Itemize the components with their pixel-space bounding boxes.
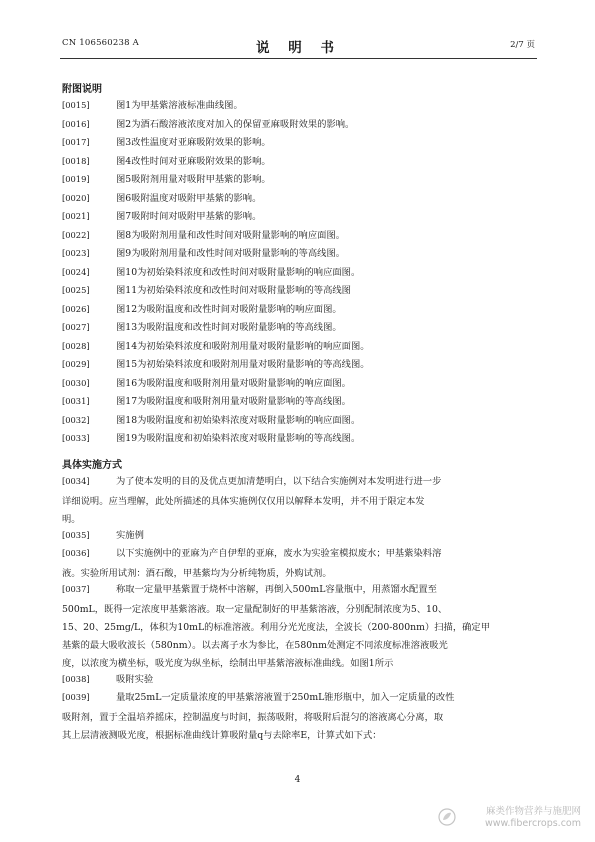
paragraph — [62, 547, 441, 560]
paragraph-text: 图13为吸附温度和改性时间对吸附量影响的等高线图。 — [116, 322, 342, 333]
patent-number: CN 106560238 A — [62, 38, 139, 48]
paragraph-text: 图5吸附剂用量对吸附甲基紫的影响。 — [116, 174, 271, 185]
paragraph — [62, 155, 271, 168]
paragraph — [62, 340, 370, 353]
paragraph — [62, 192, 261, 205]
paragraph — [62, 432, 360, 445]
figures-section-title: 附图说明 — [62, 84, 102, 95]
paragraph — [62, 358, 370, 371]
paragraph-text: 图11为初始染料浓度和改性时间对吸附量影响的等高线图 — [116, 285, 351, 296]
paragraph-continuation: 详细说明。应当理解，此处所描述的具体实施例仅仅用以解释本发明，并不用于限定本发 — [62, 496, 425, 507]
paragraph-text: 图14为初始染料浓度和吸附剂用量对吸附量影响的响应面图。 — [116, 340, 370, 352]
paragraph — [62, 210, 261, 223]
paragraph — [62, 118, 354, 131]
paragraph-number: [0030] — [62, 377, 90, 388]
paragraph — [62, 99, 243, 112]
paragraph-number: [0020] — [62, 192, 90, 203]
paragraph-continuation: 15、20、25mg/L，体积为10mL的标准溶液。利用分光光度法，全波长（200-800nm）扫描，确定甲 — [62, 622, 491, 633]
paragraph — [62, 247, 345, 260]
paragraph-continuation: 500mL，既得一定浓度甲基紫溶液。取一定量配制好的甲基紫溶液，分别配制浓度为5、10、 — [62, 604, 448, 615]
paragraph-text: 图9为吸附剂用量和改性时间对吸附量影响的等高线图。 — [116, 248, 346, 259]
paragraph-text: 图12为吸附温度和改性时间对吸附量影响的响应面图。 — [116, 303, 342, 315]
paragraph-text: 图6吸附温度对吸附甲基紫的影响。 — [116, 192, 262, 204]
paragraph-continuation: 基紫的最大吸收波长（580nm）。以去离子水为参比，在580nm处测定不同浓度标准溶液吸光 — [62, 640, 448, 651]
paragraph — [62, 229, 345, 242]
paragraph-number: [0025] — [62, 285, 90, 295]
paragraph-number: [0028] — [62, 340, 90, 351]
paragraph-text: 以下实施例中的亚麻为产自伊犁的亚麻，废水为实验室模拟废水；甲基紫染料溶 — [116, 548, 442, 559]
page-header — [62, 36, 535, 54]
paragraph-continuation: 液。实验所用试剂：酒石酸，甲基紫均为分析纯物质，外购试剂。 — [62, 568, 332, 579]
paragraph-text: 量取25mL一定质量浓度的甲基紫溶液置于250mL锥形瓶中，加入一定质量的改性 — [116, 692, 455, 703]
embodiment-section-title: 具体实施方式 — [62, 460, 122, 471]
paragraph-text: 图19为吸附温度和初始染料浓度对吸附量影响的等高线图。 — [116, 433, 361, 444]
paragraph — [62, 303, 342, 316]
paragraph — [62, 284, 351, 297]
paragraph-text: 图4改性时间对亚麻吸附效果的影响。 — [116, 155, 271, 167]
paragraph-number: [0022] — [62, 229, 90, 240]
paragraph — [62, 414, 360, 427]
paragraph — [62, 691, 454, 704]
paragraph-number: [0038] — [62, 674, 90, 684]
paragraph — [62, 173, 271, 186]
paragraph-number: [0027] — [62, 322, 90, 332]
paragraph — [62, 529, 144, 542]
paragraph-continuation: 度，以浓度为横坐标，吸光度为纵坐标，绘制出甲基紫溶液标准曲线。如图1所示 — [62, 658, 394, 669]
page-number: 4 — [294, 775, 301, 785]
paragraph-text: 为了使本发明的目的及优点更加清楚明白，以下结合实施例对本发明进行进一步 — [116, 476, 442, 487]
paragraph-number: [0032] — [62, 414, 90, 425]
paragraph-text: 图17为吸附温度和吸附剂用量对吸附量影响的等高线图。 — [116, 396, 351, 407]
paragraph — [62, 321, 342, 334]
paragraph-number: [0035] — [62, 530, 90, 540]
paragraph — [62, 266, 360, 279]
paragraph-text: 图8为吸附剂用量和改性时间对吸附量影响的响应面图。 — [116, 229, 346, 241]
site-watermark — [485, 806, 581, 830]
paragraph-number: [0031] — [62, 396, 90, 406]
header-divider — [60, 58, 537, 59]
paragraph-number: [0029] — [62, 359, 90, 369]
paragraph-text: 图7吸附时间对吸附甲基紫的影响。 — [116, 211, 262, 222]
paragraph — [62, 395, 351, 408]
paragraph-number: [0034] — [62, 476, 90, 486]
paragraph-text: 图3改性温度对亚麻吸附效果的影响。 — [116, 137, 271, 148]
paragraph-text: 图1为甲基紫溶液标准曲线图。 — [116, 100, 243, 111]
paragraph — [62, 377, 351, 390]
paragraph-text: 图2为酒石酸溶液浓度对加入的保留亚麻吸附效果的影响。 — [116, 118, 355, 130]
paragraph-text: 称取一定量甲基紫置于烧杯中溶解，再倒入500mL容量瓶中，用蒸馏水配置至 — [116, 584, 437, 595]
paragraph-number: [0039] — [62, 692, 90, 702]
paragraph-number: [0026] — [62, 303, 90, 314]
paragraph-number: [0017] — [62, 137, 90, 147]
watermark-url: www.fibercrops.com — [484, 818, 581, 829]
paragraph — [62, 136, 271, 149]
paragraph-number: [0019] — [62, 174, 90, 184]
paragraph-number: [0015] — [62, 100, 90, 110]
paragraph-text: 实施例 — [116, 530, 144, 541]
paragraph-continuation: 吸附剂，置于全温培养摇床，控制温度与时间，振荡吸附，将吸附后混匀的溶液离心分离，取 — [62, 712, 444, 723]
page-of-label: 2/7 页 — [510, 40, 535, 50]
paragraph-number: [0033] — [62, 433, 90, 443]
paragraph-text: 图10为初始染料浓度和改性时间对吸附量影响的响应面图。 — [116, 266, 361, 278]
paragraph-continuation: 其上层清液测吸光度，根据标准曲线计算吸附量q与去除率E，计算式如下式： — [62, 730, 382, 741]
paragraph-number: [0023] — [62, 248, 90, 258]
paragraph — [62, 673, 153, 686]
paragraph-number: [0016] — [62, 118, 90, 129]
paragraph — [62, 475, 441, 488]
watermark-site-name: 麻类作物营养与施肥网 — [485, 806, 581, 817]
paragraph-text: 图15为初始染料浓度和吸附剂用量对吸附量影响的等高线图。 — [116, 359, 370, 370]
paragraph-number: [0036] — [62, 548, 90, 558]
paragraph-text: 吸附实验 — [116, 674, 154, 685]
paragraph-number: [0021] — [62, 211, 90, 221]
paragraph-number: [0037] — [62, 584, 90, 594]
paragraph-text: 图16为吸附温度和吸附剂用量对吸附量影响的响应面图。 — [116, 377, 351, 389]
paragraph-number: [0018] — [62, 155, 90, 166]
paragraph-continuation: 明。 — [62, 514, 81, 525]
paragraph-text: 图18为吸附温度和初始染料浓度对吸附量影响的响应面图。 — [116, 414, 361, 426]
document-title: 说 明 书 — [256, 40, 341, 56]
paragraph — [62, 583, 437, 596]
paragraph-number: [0024] — [62, 266, 90, 277]
leaf-logo-icon — [438, 808, 456, 826]
